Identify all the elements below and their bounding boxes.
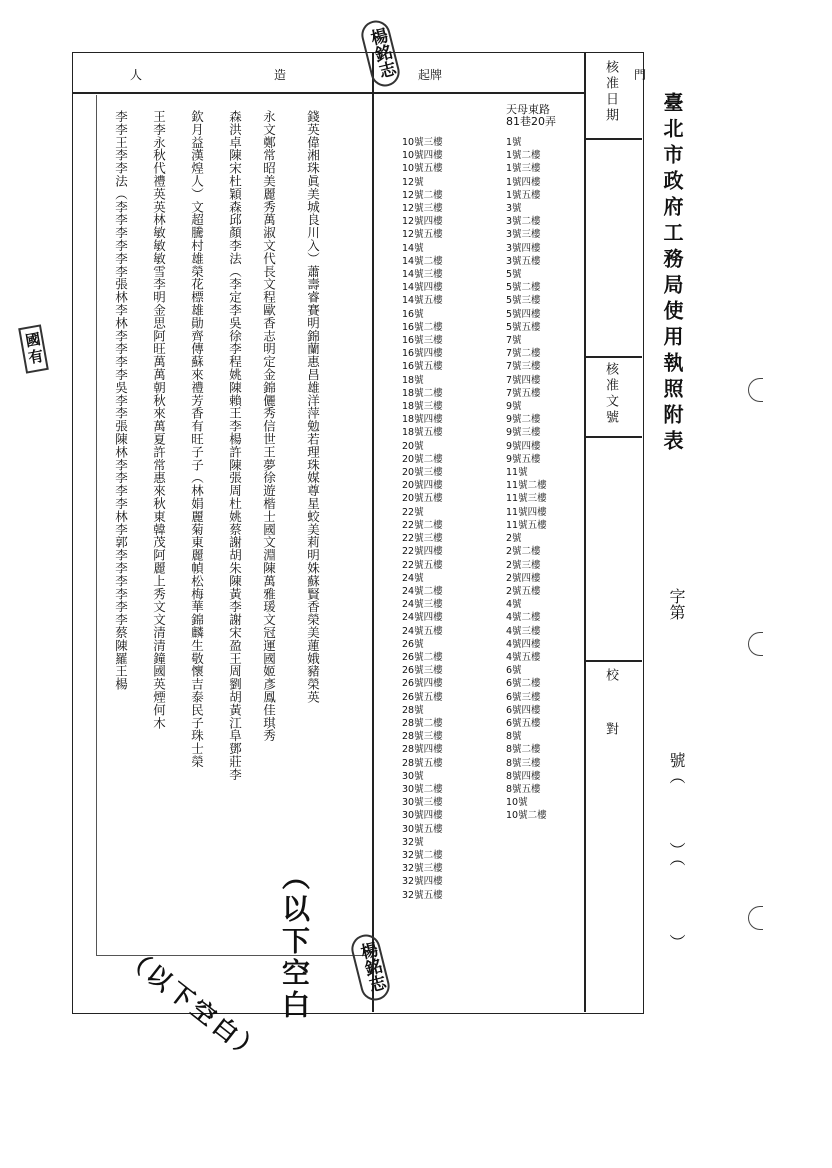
side-column-divider (584, 52, 586, 1012)
names-column-4: 欽月益漢煌人）文超騰村雄榮花標雄勛齊傳蘇來禮芳香有旺子子（林娟麗菊東麗幀松梅華錦麟生敬懷吉泰民子珠士榮 (189, 110, 205, 768)
address-row: 3號三樓 (506, 229, 541, 241)
blank-below-annotation-1: （以下空白 (278, 862, 311, 1022)
address-row: 4號三樓 (506, 625, 541, 637)
street-header-line-2: 81巷20弄 (506, 115, 556, 128)
approval-number-label: 核准文號 (603, 362, 618, 426)
address-row: 5號二樓 (506, 282, 541, 294)
title-tail-3: ）（ (667, 842, 686, 866)
address-row: 9號五樓 (506, 453, 541, 465)
address-row: 8號二樓 (506, 744, 541, 756)
address-row: 14號四樓 (402, 282, 443, 294)
address-row: 22號三樓 (402, 533, 443, 545)
address-row: 10號 (506, 797, 528, 809)
names-column-1: 錢英偉湘珠眞美城良川入）蕭壽睿賽明錦蘭惠昌雄洋萍勉若理珠媒尊星蛟美莉明姝蘇賢香榮美蓮娥豬榮英 (305, 110, 321, 704)
address-row: 24號 (402, 572, 424, 584)
address-row: 11號五樓 (506, 519, 547, 531)
header-divider-right (374, 92, 584, 94)
address-row: 11號三樓 (506, 493, 547, 505)
column-divider (372, 52, 374, 1012)
address-row: 26號二樓 (402, 651, 443, 663)
address-row: 22號 (402, 506, 424, 518)
address-row: 30號 (402, 770, 424, 782)
address-row: 6號三樓 (506, 691, 541, 703)
address-row: 11號 (506, 467, 528, 479)
punch-hole-3 (748, 906, 763, 930)
address-row: 16號五樓 (402, 361, 443, 373)
address-row: 8號五樓 (506, 783, 541, 795)
address-row: 28號 (402, 704, 424, 716)
address-row: 20號四樓 (402, 480, 443, 492)
address-row: 16號二樓 (402, 321, 443, 333)
address-row: 3號四樓 (506, 242, 541, 254)
address-row: 20號 (402, 440, 424, 452)
blank-below-annotation-2: （以下空白） (119, 941, 270, 1069)
address-row: 22號四樓 (402, 546, 443, 558)
address-row: 2號三樓 (506, 559, 541, 571)
address-row: 14號五樓 (402, 295, 443, 307)
address-row: 14號三樓 (402, 269, 443, 281)
address-row: 28號三樓 (402, 731, 443, 743)
address-row: 4號四樓 (506, 638, 541, 650)
side-row-divider-3 (584, 436, 642, 438)
address-row: 26號四樓 (402, 678, 443, 690)
address-row: 32號二樓 (402, 849, 443, 861)
address-row: 2號二樓 (506, 546, 541, 558)
address-row: 3號 (506, 203, 522, 215)
header-left-label: 人 造 起 (130, 68, 491, 82)
address-row: 4號 (506, 599, 522, 611)
address-row: 10號五樓 (402, 163, 443, 175)
address-row: 1號四樓 (506, 176, 541, 188)
side-row-divider-4 (584, 660, 642, 662)
address-row: 18號四樓 (402, 414, 443, 426)
address-row: 12號 (402, 176, 424, 188)
address-row: 24號五樓 (402, 625, 443, 637)
address-row: 4號二樓 (506, 612, 541, 624)
name-stamp-bottom: 楊銘志 (348, 931, 392, 1003)
names-column-3: 森洪卓陳宋杜穎森邱顏李法（李定李吳徐李程姚陳賴王李楊許陳張周杜姚蔡謝胡朱陳黃李謝宋盈王周劉胡黃江阜鄧莊李 (227, 110, 243, 781)
address-list-right (506, 136, 547, 823)
proofread-label: 校 對 (603, 668, 618, 749)
address-row: 1號 (506, 137, 522, 148)
address-row: 28號五樓 (402, 757, 443, 769)
address-row: 2號五樓 (506, 585, 541, 597)
address-row: 5號五樓 (506, 321, 541, 333)
official-seal: 國有 (18, 324, 49, 373)
address-row: 32號五樓 (402, 889, 443, 901)
address-row: 32號 (402, 836, 424, 848)
address-row: 5號三樓 (506, 295, 541, 307)
address-row: 1號三樓 (506, 163, 541, 175)
page-title: 臺北市政府工務局使用執照附表 (660, 92, 684, 456)
address-row: 3號二樓 (506, 216, 541, 228)
names-column-2: 永文鄭常昭美麗秀萬淑文代長文程歐香志明定金錦儷秀信世王夢徐遊楷士國文淵陳萬雅瑗文冠運國姬彥鳳佳琪秀 (261, 110, 277, 743)
address-row: 6號五樓 (506, 717, 541, 729)
address-row: 9號二樓 (506, 414, 541, 426)
address-row: 4號五樓 (506, 651, 541, 663)
address-row: 30號三樓 (402, 797, 443, 809)
address-row: 28號四樓 (402, 744, 443, 756)
address-row: 1號五樓 (506, 189, 541, 201)
title-tail-1: 字第 (667, 588, 686, 620)
address-row: 14號二樓 (402, 255, 443, 267)
street-header-line-1: 天母東路 (506, 103, 550, 116)
address-row: 7號 (506, 335, 522, 347)
address-row: 2號 (506, 533, 522, 545)
address-row: 9號四樓 (506, 440, 541, 452)
address-row: 20號三樓 (402, 467, 443, 479)
address-row: 8號三樓 (506, 757, 541, 769)
address-row: 12號二樓 (402, 189, 443, 201)
address-row: 11號二樓 (506, 480, 547, 492)
address-row: 26號三樓 (402, 665, 443, 677)
address-row: 24號二樓 (402, 585, 443, 597)
address-row: 5號四樓 (506, 308, 541, 320)
address-row: 16號三樓 (402, 335, 443, 347)
address-row: 28號二樓 (402, 717, 443, 729)
address-row: 30號二樓 (402, 783, 443, 795)
punch-hole-1 (748, 378, 763, 402)
address-row: 9號 (506, 401, 522, 413)
address-row: 32號三樓 (402, 863, 443, 875)
address-row: 12號五樓 (402, 229, 443, 241)
address-row: 7號四樓 (506, 374, 541, 386)
address-row: 22號二樓 (402, 519, 443, 531)
address-row: 6號二樓 (506, 678, 541, 690)
side-row-divider-2 (584, 356, 642, 358)
address-row: 16號四樓 (402, 348, 443, 360)
address-row: 18號五樓 (402, 427, 443, 439)
address-row: 6號 (506, 665, 522, 677)
address-row: 24號三樓 (402, 599, 443, 611)
address-row: 30號五樓 (402, 823, 443, 835)
address-row: 30號四樓 (402, 810, 443, 822)
address-row: 10號二樓 (506, 810, 547, 822)
header-divider-left (72, 92, 372, 94)
address-row: 32號四樓 (402, 876, 443, 888)
address-row: 11號四樓 (506, 506, 547, 518)
address-row: 14號 (402, 242, 424, 254)
address-row: 16號 (402, 308, 424, 320)
address-row: 10號三樓 (402, 137, 443, 148)
name-stamp-top: 楊銘志 (358, 17, 402, 89)
title-tail-2: 號（ (667, 752, 686, 784)
address-row: 2號四樓 (506, 572, 541, 584)
address-row: 7號三樓 (506, 361, 541, 373)
address-row: 9號三樓 (506, 427, 541, 439)
address-row: 22號五樓 (402, 559, 443, 571)
address-row: 12號四樓 (402, 216, 443, 228)
address-row: 20號二樓 (402, 453, 443, 465)
address-row: 18號三樓 (402, 401, 443, 413)
address-row: 26號五樓 (402, 691, 443, 703)
address-row: 1號二樓 (506, 150, 541, 162)
address-row: 7號五樓 (506, 387, 541, 399)
address-row: 7號二樓 (506, 348, 541, 360)
address-row: 6號四樓 (506, 704, 541, 716)
address-row: 24號四樓 (402, 612, 443, 624)
approval-date-label: 核准日期 (603, 60, 618, 124)
address-row: 8號 (506, 731, 522, 743)
address-row: 3號五樓 (506, 255, 541, 267)
address-row: 18號 (402, 374, 424, 386)
title-tail-4: ） (667, 934, 686, 950)
address-row: 12號三樓 (402, 203, 443, 215)
address-list-left (402, 136, 443, 902)
address-row: 26號 (402, 638, 424, 650)
street-header (506, 104, 556, 128)
names-column-6: 李李王李李法（李李李李李李張林李林李李李李吳李李張陳林李李李李林李郭李李李李李李蔡陳羅王楊 (113, 110, 129, 691)
address-row: 18號二樓 (402, 387, 443, 399)
names-column-5: 王李永秋代禮英英林敏敏敏雪李明金思阿旺萬萬朝秋來萬夏許常惠來秋東韓茂阿麗上秀文文清清鐘國英煙何木 (151, 110, 167, 730)
side-row-divider-1 (584, 138, 642, 140)
address-row: 5號 (506, 269, 522, 281)
address-row: 20號五樓 (402, 493, 443, 505)
address-row: 8號四樓 (506, 770, 541, 782)
address-row: 10號四樓 (402, 150, 443, 162)
header-right-label: 牌 門 (430, 68, 737, 82)
punch-hole-2 (748, 632, 763, 656)
